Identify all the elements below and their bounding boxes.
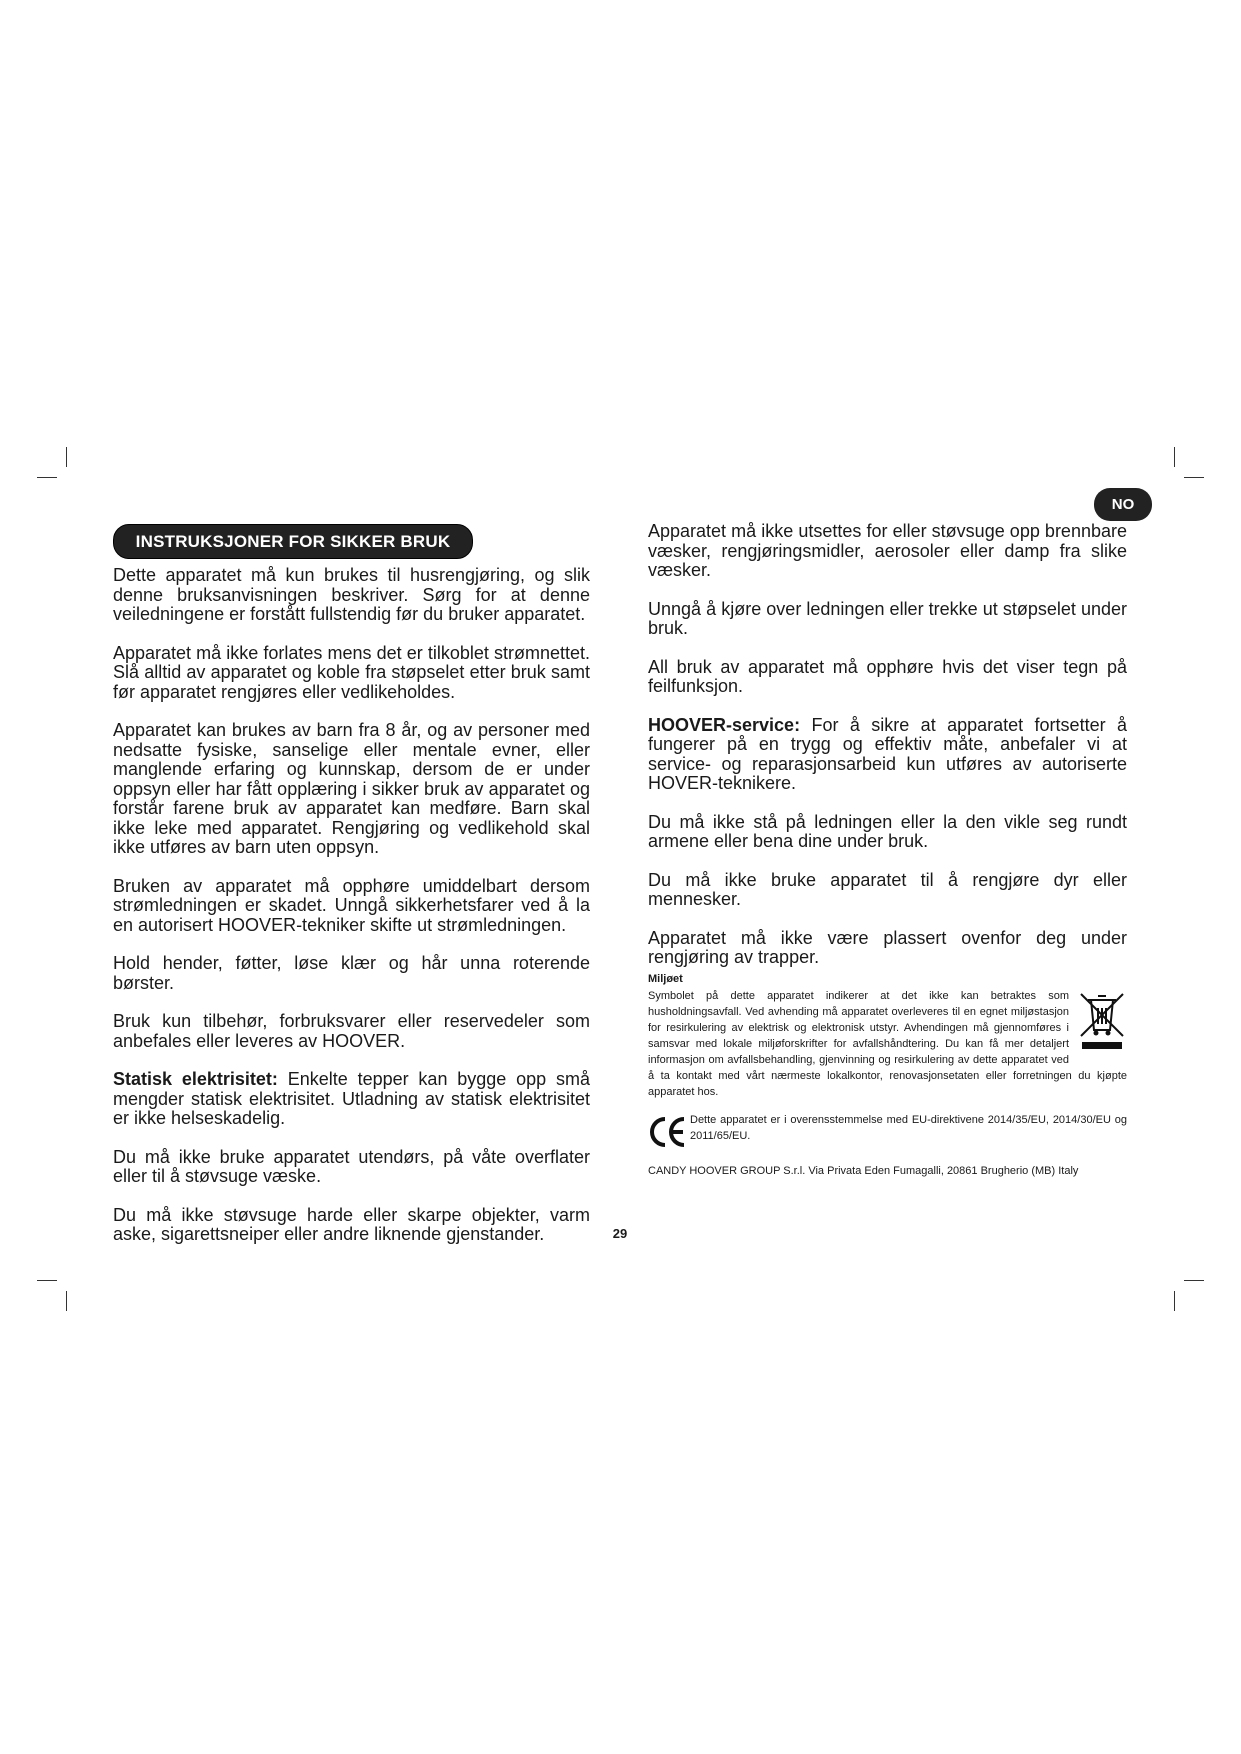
crop-mark [66, 447, 67, 467]
environment-text: Symbolet på dette apparatet indikerer at det ikke kan betraktes som husholdningsavfall. Ved avhending må apparatet overleveres til en egnet miljøstasjon for resirkulering av elektrisk og elektronisk utstyr. Avhendingen må gjennomføres i samsvar med lokale miljøforskrifter for avfallshåndtering. Du kan få mer detaljert informasjon om avfallsbehandling, gjenvinning og resirkulering av dette apparatet ved å ta kontakt med vårt nærmeste lokalkontor, renovasjonsetaten eller forretningen du kjøpte apparatet hos. [648, 990, 1127, 1098]
crop-mark [1184, 477, 1204, 478]
crop-mark [1174, 447, 1175, 467]
paragraph: HOOVER-service: For å sikre at apparatet fortsetter å fungerer på en trygg og effektiv måte, anbefaler vi at service- og reparasjonsarbeid kun utføres av autoriserte HOVER-teknikere. [648, 714, 1127, 793]
paragraph: Unngå å kjøre over ledningen eller trekke ut støpselet under bruk. [648, 598, 1127, 638]
paragraph: Apparatet må ikke være plassert ovenfor deg under rengjøring av trapper. [648, 927, 1127, 967]
paragraph: Dette apparatet må kun brukes til husrengjøring, og slik denne bruksanvisningen beskriver. Sørg for at denne veiledningene er forstått fullstendig før du bruker apparatet. [113, 565, 590, 624]
paragraph: Hold hender, føtter, løse klær og hår unna roterende børster. [113, 953, 590, 993]
crop-mark [66, 1291, 67, 1311]
paragraph: Apparatet må ikke forlates mens det er tilkoblet strømnettet. Slå alltid av apparatet og koble fra støpselet etter bruk samt før apparatet rengjøres eller vedlikeholdes. [113, 642, 590, 702]
left-column [113, 566, 590, 1264]
paragraph: Du må ikke bruke apparatet utendørs, på våte overflater eller til å støvsuge væske. [113, 1146, 590, 1186]
paragraph: Du må ikke støvsuge harde eller skarpe objekter, varm aske, sigarettsneiper eller andre liknende gjenstander. [113, 1204, 590, 1244]
paragraph: Du må ikke bruke apparatet til å rengjøre dyr eller mennesker. [648, 869, 1127, 909]
crop-mark [1174, 1291, 1175, 1311]
ce-text: Dette apparatet er i overensstemmelse med EU-direktivene 2014/35/EU, 2014/30/EU og 2011/65/EU. [690, 1114, 1127, 1142]
paragraph: Apparatet må ikke utsettes for eller støvsuge opp brennbare væsker, rengjøringsmidler, aerosoler eller damp fra slike væsker. [648, 521, 1127, 580]
paragraph: Bruk kun tilbehør, forbruksvarer eller reservedeler som anbefales eller leveres av HOOVER. [113, 1011, 590, 1051]
page-number: 29 [612, 1226, 628, 1241]
crop-mark [37, 477, 57, 478]
crop-mark [37, 1280, 57, 1281]
paragraph: Du må ikke stå på ledningen eller la den vikle seg rundt armene eller bena dine under bruk. [648, 811, 1127, 851]
paragraph-lead: Statisk elektrisitet: [113, 1069, 278, 1089]
paragraph-lead: HOOVER-service: [648, 714, 801, 735]
company-address: CANDY HOOVER GROUP S.r.l. Via Privata Eden Fumagalli, 20861 Brugherio (MB) Italy [648, 1165, 1079, 1177]
environment-title: Miljøet [648, 973, 683, 985]
environment-notice [648, 971, 1127, 1100]
paragraph: Statisk elektrisitet: Enkelte tepper kan bygge opp små mengder statisk elektrisitet. Utladning av statisk elektrisitet er ikke helseskadelig. [113, 1069, 590, 1128]
paragraph: Apparatet kan brukes av barn fra 8 år, og av personer med nedsatte fysiske, sanselige eller mentale evner, eller manglende erfaring og kunnskap, dersom de er under oppsyn eller har fått opplæring i sikker bruk av apparatet og forstår farene bruk av apparatet kan medføre. Barn skal ikke leke med apparatet. Rengjøring og vedlikehold skal ikke utføres av barn uten oppsyn. [113, 720, 590, 857]
language-badge: NO [1094, 488, 1152, 521]
ce-mark-icon [648, 1114, 688, 1150]
ce-declaration [648, 1112, 1127, 1150]
weee-crossed-bin-icon [1077, 990, 1127, 1052]
paragraph: All bruk av apparatet må opphøre hvis det viser tegn på feilfunksjon. [648, 656, 1127, 696]
right-column [648, 522, 1127, 987]
paragraph: Bruken av apparatet må opphøre umiddelbart dersom strømledningen er skadet. Unngå sikkerhetsfarer ved å la en autorisert HOOVER-tekniker skifte ut strømledningen. [113, 875, 590, 935]
crop-mark [1184, 1280, 1204, 1281]
section-title: INSTRUKSJONER FOR SIKKER BRUK [113, 524, 473, 559]
